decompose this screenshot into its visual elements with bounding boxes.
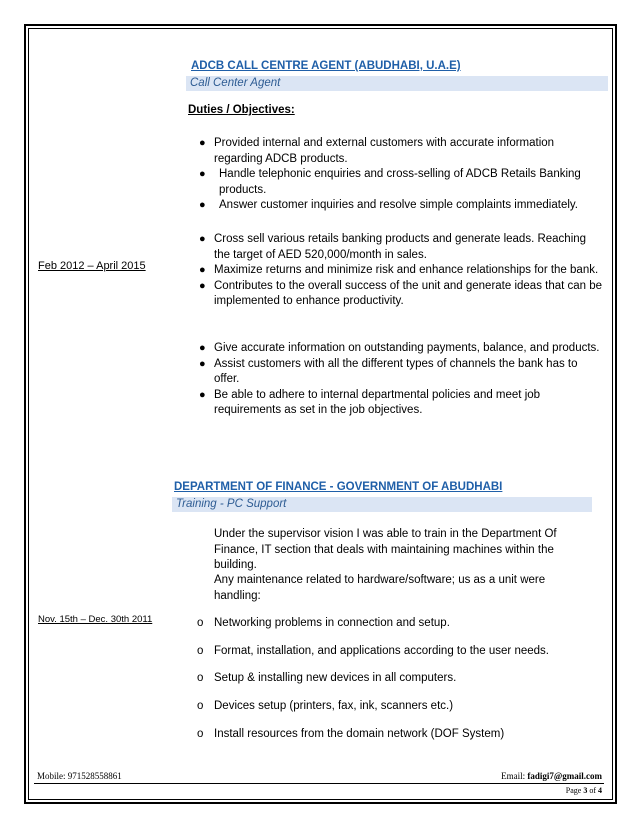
bullet-icon: ● xyxy=(199,264,206,276)
job1-duties-list-3 xyxy=(199,341,604,419)
footer-mobile: Mobile: 971528558861 xyxy=(37,771,122,781)
circle-bullet-icon: o xyxy=(197,617,204,629)
page-number: Page 3 of 4 xyxy=(565,786,602,795)
list-item: ● Provided internal and external customers with accurate information regarding ADCB products. xyxy=(199,137,555,165)
list-item: o Install resources from the domain network (DOF System) xyxy=(197,728,505,740)
job2-role-band: Training - PC Support xyxy=(172,497,592,512)
list-item: o Format, installation, and applications according to the user needs. xyxy=(197,645,549,657)
bullet-icon: ● xyxy=(199,388,206,401)
list-item: ● Maximize returns and minimize risk and enhance relationships for the bank. xyxy=(214,263,604,279)
list-item: ● Handle telephonic enquiries and cross-selling of ADCB Retails Banking products. xyxy=(199,168,581,196)
list-item: ● Give accurate information on outstanding payments, balance, and products. xyxy=(214,341,604,357)
bullet-icon: ● xyxy=(199,137,206,149)
job2-org-title: DEPARTMENT OF FINANCE - GOVERNMENT OF ABUDHABI xyxy=(174,481,503,493)
list-item: ● Assist customers with all the different types of channels the bank has to offer. xyxy=(199,357,578,385)
bullet-icon: ● xyxy=(199,357,206,370)
job1-duties-heading: Duties / Objectives: xyxy=(188,104,295,116)
bullet-icon: ● xyxy=(199,279,206,292)
job1-duties-list-1 xyxy=(199,136,604,214)
list-item: o Devices setup (printers, fax, ink, scanners etc.) xyxy=(197,700,454,712)
circle-bullet-icon: o xyxy=(197,645,204,657)
list-item: o Networking problems in connection and setup. xyxy=(197,617,450,629)
job2-intro-1: Under the supervisor vision I was able to train in the Department Of Finance, IT section that deals with maintaining machines within the building. xyxy=(214,528,557,571)
job1-duties-list-2 xyxy=(199,232,604,310)
bullet-icon: ● xyxy=(199,168,206,180)
mobile-number: 971528558861 xyxy=(67,771,122,781)
circle-bullet-icon: o xyxy=(197,672,204,684)
list-item: ● Answer customer inquiries and resolve simple complaints immediately. xyxy=(214,198,604,214)
bullet-icon: ● xyxy=(199,233,206,245)
job2-intro-2: Any maintenance related to hardware/software; us as a unit were handling: xyxy=(214,574,546,602)
bullet-icon: ● xyxy=(199,199,206,211)
footer-divider xyxy=(34,783,604,784)
job1-role-band: Call Center Agent xyxy=(186,76,608,91)
footer-email: Email: fadigi7@gmail.com xyxy=(501,771,602,781)
list-item: ● Cross sell various retails banking products and generate leads. Reaching the target of AED 520,000/month in sales. xyxy=(199,233,587,261)
list-item: o Setup & installing new devices in all computers. xyxy=(197,672,457,684)
list-item: ● Be able to adhere to internal departmental policies and meet job requirements as set in the job objectives. xyxy=(199,388,541,416)
job1-date: Feb 2012 – April 2015 xyxy=(38,260,146,272)
job2-date: Nov. 15th – Dec. 30th 2011 xyxy=(38,614,153,625)
email-address: fadigi7@gmail.com xyxy=(527,771,602,781)
circle-bullet-icon: o xyxy=(197,700,204,712)
circle-bullet-icon: o xyxy=(197,728,204,740)
list-item: ● Contributes to the overall success of the unit and generate ideas that can be implemented to enhance productivity. xyxy=(199,279,603,307)
job1-org-title: ADCB CALL CENTRE AGENT (ABUDHABI, U.A.E) xyxy=(191,60,461,72)
bullet-icon: ● xyxy=(199,342,206,354)
